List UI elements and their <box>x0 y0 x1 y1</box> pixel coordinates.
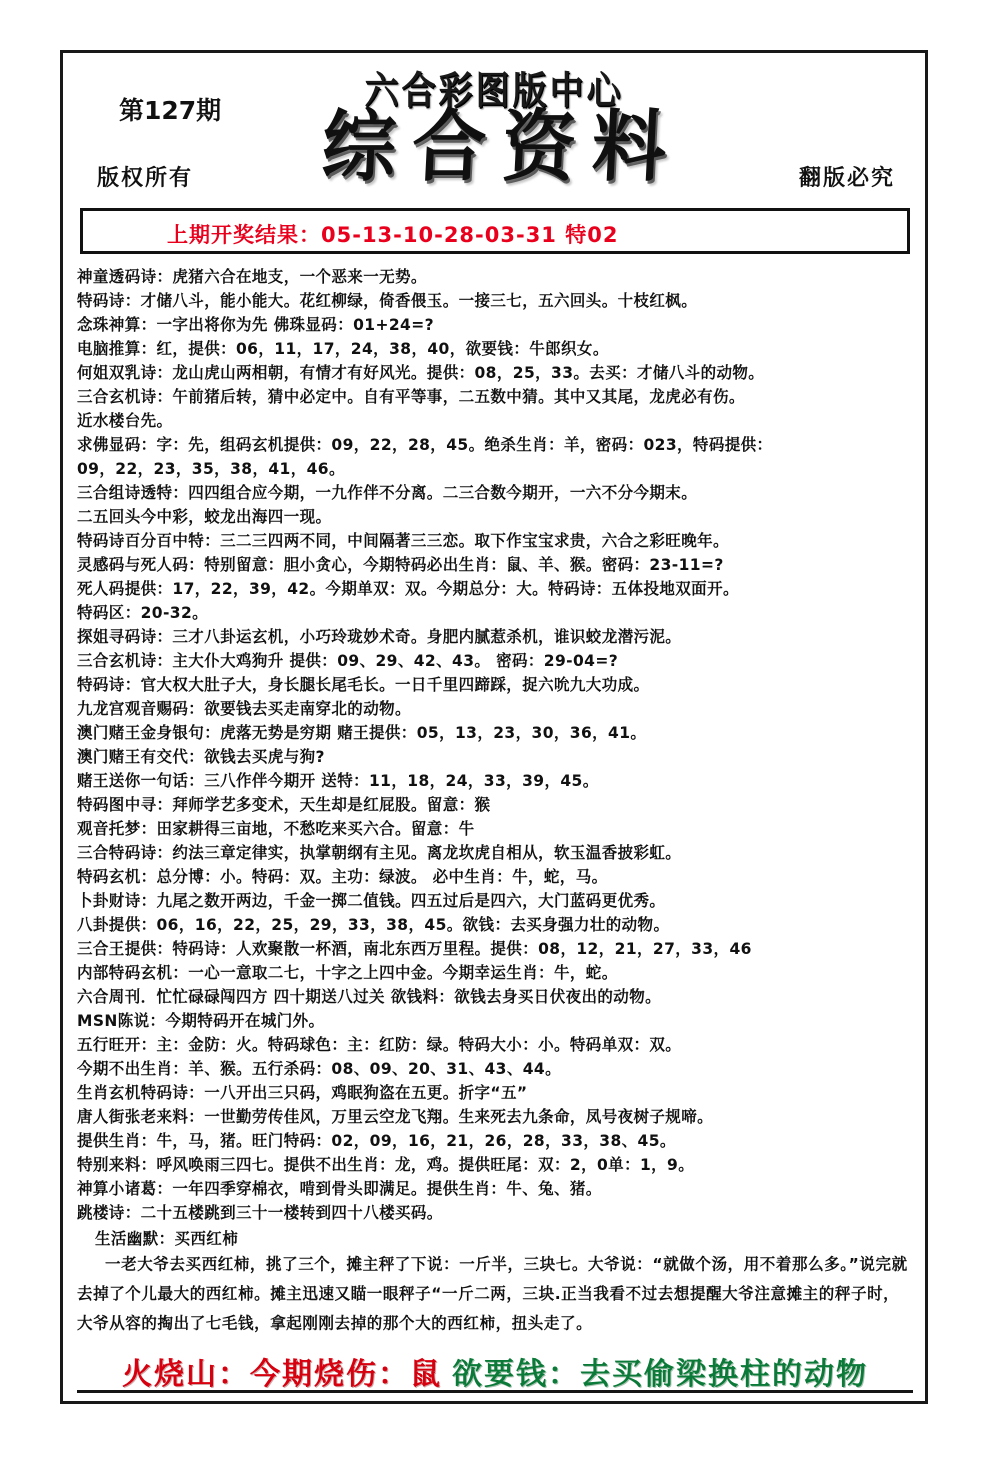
forecast-line: 观音托梦：田家耕得三亩地，不愁吃来买六合。留意：牛 <box>77 819 475 839</box>
body-text-block <box>77 265 913 1355</box>
forecast-line: 唐人街张老来料：一世勤劳传佳风，万里云空龙飞翔。生来死去九条命，凤号夜树子规啼。 <box>77 1107 714 1127</box>
last-draw-result-text: 上期开奖结果：05-13-10-28-03-31 特02 <box>167 223 619 247</box>
humor-heading: 生活幽默：买西红柿 <box>95 1229 239 1249</box>
forecast-line: 三合组诗透特：四四组合应今期，一九作伴不分离。二三合数今期开，一六不分今期末。 <box>77 483 698 503</box>
forecast-line: 赌王送你一句话：三八作伴今期开 送特：11，18，24，33，39，45。 <box>77 771 599 791</box>
copyright-notice-left: 版权所有 <box>97 166 194 191</box>
copyright-notice-right: 翻版必究 <box>798 166 895 191</box>
forecast-line: 特码区：20-32。 <box>77 603 209 623</box>
forecast-line: 三合玄机诗：主大仆大鸡狗升 提供：09、29、42、43。 密码：29-04=? <box>77 651 619 671</box>
site-name: 六合彩图版中心 <box>364 69 624 114</box>
bottom-banner <box>77 1351 913 1393</box>
forecast-line: 六合周刊．忙忙碌碌闯四方 四十期送八过关 欲钱料：欲钱去身买日伏夜出的动物。 <box>77 987 661 1007</box>
forecast-line: 灵感码与死人码：特别留意：胆小贪心，今期特码必出生肖：鼠、羊、猴。密码：23-11=? <box>77 555 724 575</box>
forecast-line: 三合特码诗：约法三章定律实，执掌朝纲有主见。离龙坎虎自相从，软玉温香披彩虹。 <box>77 843 682 863</box>
forecast-line: 特码诗：官大权大肚子大，身长腿长尾毛长。一日千里四蹄踩，捉六吮九大功成。 <box>77 675 650 695</box>
forecast-line: 09，22，23，35，38，41，46。 <box>77 459 345 479</box>
forecast-line: 提供生肖：牛，马，猪。旺门特码：02，09，16，21，26，28，33，38、45。 <box>77 1131 676 1151</box>
forecast-line: 特码诗百分百中特：三二三四两不同，中间隔著三三恋。取下作宝宝求贵，六合之彩旺晚年。 <box>77 531 729 551</box>
forecast-line: 内部特码玄机：一心一意取二七，十字之上四中金。今期幸运生肖：牛，蛇。 <box>77 963 618 983</box>
forecast-line: 三合玄机诗：午前猪后转，猜中必定中。自有平等事，二五数中猜。其中又其尾，龙虎必有伤。 <box>77 387 745 407</box>
forecast-line: 特别来料：呼风唤雨三四七。提供不出生肖：龙，鸡。提供旺尾：双：2，0单：1，9。 <box>77 1155 695 1175</box>
forecast-line: 澳门赌王金身银句：虎落无势是穷期 赌王提供：05，13，23，30，36，41。 <box>77 723 647 743</box>
humor-paragraph: 一老大爷去买西红柿，挑了三个，摊主秤了下说：一斤半，三块七。大爷说：“就做个汤，用不着那么多。”说完就去掉了个儿最大的西红柿。摊主迅速又瞄一眼秤子“一斤二两，三块.正当我看不过去想提醒大爷注意摊主的秤子时，大爷从容的掏出了七毛钱，拿起刚刚去掉的那个大的西红柿，扭头走了。 <box>77 1255 908 1333</box>
forecast-line: 求佛显码：字：先，组码玄机提供：09，22，28，45。绝杀生肖：羊，密码：023，特码提供： <box>77 435 773 455</box>
forecast-line: 何姐双乳诗：龙山虎山两相朝，有情才有好风光。提供：08，25，33。去买：才储八斗的动物。 <box>77 363 765 383</box>
last-draw-result-band <box>80 208 910 254</box>
forecast-line: 九龙宫观音赐码：欲要钱去买走南穿北的动物。 <box>77 699 411 719</box>
forecast-lines <box>77 265 913 1225</box>
forecast-line: 澳门赌王有交代：欲钱去买虎与狗? <box>77 747 325 767</box>
forecast-line: 探姐寻码诗：三才八卦运玄机，小巧玲珑妙术奇。身肥内腻惹杀机，谁识蛟龙潜污泥。 <box>77 627 682 647</box>
page-title: 综合资料 <box>319 101 685 193</box>
banner-red-text: 火烧山：今期烧伤：鼠 <box>122 1356 442 1392</box>
forecast-line: 念珠神算：一字出将你为先 佛珠显码：01+24=? <box>77 315 435 335</box>
masthead <box>63 53 925 201</box>
forecast-line: 五行旺开：主：金防：火。特码球色：主：红防：绿。特码大小：小。特码单双：双。 <box>77 1035 682 1055</box>
forecast-line: 二五回头今中彩，蛟龙出海四一现。 <box>77 507 332 527</box>
forecast-line: 近水楼台先。 <box>77 411 173 431</box>
forecast-line: 神童透码诗：虎猪六合在地支，一个恶来一无势。 <box>77 267 427 287</box>
forecast-line: 生肖玄机特码诗：一八开出三只码，鸡眠狗盗在五更。折字“五” <box>77 1083 528 1103</box>
forecast-line: 特码诗：才储八斗，能小能大。花红柳绿，倚香偎玉。一接三七，五六回头。十枝红枫。 <box>77 291 698 311</box>
forecast-line: 神算小诸葛：一年四季穿棉衣，啃到骨头即满足。提供生肖：牛、兔、猪。 <box>77 1179 602 1199</box>
forecast-line: 特码玄机：总分博：小。特码：双。主功：绿波。 必中生肖：牛，蛇，马。 <box>77 867 608 887</box>
forecast-line: 卜卦财诗：九尾之数开两边，千金一掷二值钱。四五过后是四六，大门蓝码更优秀。 <box>77 891 666 911</box>
banner-green-text: 欲要钱：去买偷梁换柱的动物 <box>452 1356 868 1392</box>
forecast-line: 死人码提供：17，22，39，42。今期单双：双。今期总分：大。特码诗：五体投地双面开。 <box>77 579 739 599</box>
forecast-line: 八卦提供：06，16，22，25，29，33，38，45。欲钱：去买身强力壮的动物。 <box>77 915 670 935</box>
forecast-line: 今期不出生肖：羊、猴。五行杀码：08、09、20、31、43、44。 <box>77 1059 562 1079</box>
forecast-line: 三合王提供：特码诗：人欢聚散一杯酒，南北东西万里程。提供：08，12，21，27，33，46 <box>77 939 752 959</box>
forecast-line: 跳楼诗：二十五楼跳到三十一楼转到四十八楼买码。 <box>77 1203 443 1223</box>
issue-number: 第127期 <box>119 96 222 125</box>
page-frame <box>60 50 928 1404</box>
forecast-line: MSN陈说：今期特码开在城门外。 <box>77 1011 325 1031</box>
forecast-line: 特码图中寻：拜师学艺多变术，天生却是红屁股。留意：猴 <box>77 795 491 815</box>
forecast-line: 电脑推算：红，提供：06，11，17，24，38，40，欲要钱：牛郎织女。 <box>77 339 609 359</box>
